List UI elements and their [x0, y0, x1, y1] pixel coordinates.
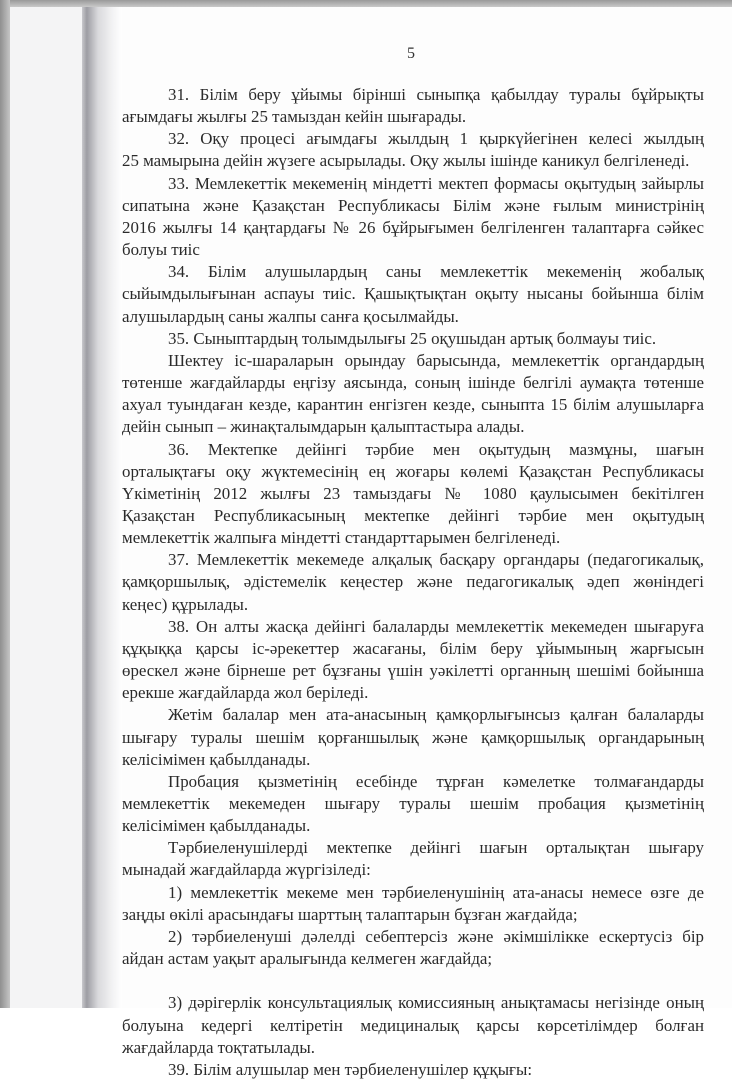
- text-line: дейін сынып – жинақталымдарын қалыптастыра алады.: [122, 417, 525, 437]
- text-line: 33. Мемлекеттік мекеменің міндетті мектеп формасы оқытудың зайырлы: [168, 173, 704, 193]
- text-line: мемлекеттік жалпыға міндетті стандарттарымен белгіленеді.: [122, 528, 561, 548]
- text-line: Пробация қызметінің есебінде тұрған кәмелетке толмағандарды: [168, 771, 704, 791]
- text-line: құқыққа қарсы іс-әрекеттер жасағаны, білім беру ұйымының жарғысын: [122, 638, 704, 658]
- page-number: 5: [407, 45, 415, 62]
- paragraph: [122, 261, 704, 327]
- text-line: қамқоршылық, әдістемелік кеңестер және педагогикалық әдеп жөніндегі: [122, 572, 704, 592]
- document-body: [122, 84, 704, 1081]
- text-line: сипатына және Қазақстан Республикасы Білім және ғылым министрінің: [122, 195, 704, 215]
- text-line: кеңес) құрылады.: [122, 594, 249, 614]
- text-line: 39. Білім алушылар мен тәрбиеленушілер құқығы:: [168, 1059, 533, 1079]
- blank-line: [122, 970, 704, 992]
- text-line: Тәрбиеленушілерді мектепке дейінгі шағын орталықтан шығару: [168, 838, 704, 858]
- text-line: ерекше жағдайларда жол беріледі.: [122, 683, 369, 703]
- text-line: 35. Сыныптардың толымдылығы 25 оқушыдан артық болмауы тиіс.: [168, 328, 657, 348]
- text-line: мынадай жағдайларда жүргізіледі:: [122, 860, 371, 880]
- paragraph: [122, 439, 704, 550]
- paragraph: [122, 616, 704, 705]
- paragraph: [122, 128, 704, 172]
- text-line: 25 мамырына дейін жүзеге асырылады. Оқу жылы ішінде каникул белгіленеді.: [122, 151, 690, 171]
- text-line: 37. Мемлекеттік мекемеде алқалық басқару органдары (педагогикалық,: [168, 550, 704, 570]
- paragraph: [122, 1059, 704, 1081]
- scan-frame-top: [0, 0, 732, 7]
- text-line: төтенше жағдайларды еңгізу аясында, соның ішінде белгілі аумақта төтенше: [122, 373, 704, 393]
- text-line: Шектеу іс-шараларын орындау барысында, мемлекеттік органдардың: [168, 350, 704, 370]
- text-line: Үкіметінің 2012 жылғы 23 тамыздағы № 1080 қаулысымен бекітілген: [122, 483, 704, 503]
- text-line: заңды өкілі арасындағы шарттың талаптарын бұзған жағдайда;: [122, 904, 578, 924]
- text-line: Жетім балалар мен ата-анасының қамқорлығынсыз қалған балаларды: [168, 705, 704, 725]
- binding-shadow: [82, 7, 122, 1008]
- paragraph: [122, 173, 704, 262]
- text-line: ағымдағы жылғы 25 тамыздан кейін шығарады.: [122, 107, 467, 127]
- text-line: 3) дәрігерлік консультациялық комиссияның анықтамасы негізінде оның: [168, 993, 704, 1013]
- paragraph: [122, 84, 704, 128]
- text-line: 2016 жылғы 14 қаңтардағы № 26 бұйрығымен белгіленген талаптарға сәйкес: [122, 217, 704, 237]
- paragraph: [122, 926, 704, 970]
- text-line: Қазақстан Республикасының мектепке дейінгі тәрбие мен оқытудың: [122, 505, 704, 525]
- text-line: жағдайларда тоқтатылады.: [122, 1037, 315, 1057]
- text-line: 31. Білім беру ұйымы бірінші сыныпқа қабылдау туралы бұйрықты: [168, 85, 704, 104]
- text-line: 34. Білім алушылардың саны мемлекеттік мекеменің жобалық: [168, 262, 704, 282]
- paragraph: [122, 837, 704, 881]
- text-line: келісімімен қабылданады.: [122, 816, 311, 836]
- text-line: өрескел және бірнеше рет бұзғаны үшін уәкілетті органның шешімі бойынша: [122, 661, 704, 681]
- text-line: болуына кедергі келтіретін медициналық қарсы көрсетілімдер болған: [122, 1015, 704, 1035]
- paragraph: [122, 992, 704, 1058]
- scan-frame-left: [0, 0, 10, 1008]
- text-line: айдан астам уақыт аралығында келмеген жағдайда;: [122, 949, 493, 969]
- text-line: 36. Мектепке дейінгі тәрбие мен оқытудың мазмұны, шағын: [168, 439, 704, 459]
- paragraph: [122, 328, 704, 350]
- facing-page-edge: [10, 7, 85, 1008]
- text-line: мемлекеттік мекемеден шығару туралы шешім пробация қызметінің: [122, 794, 704, 813]
- paragraph: [122, 771, 704, 837]
- paragraph: [122, 882, 704, 926]
- text-line: келісімімен қабылданады.: [122, 749, 311, 769]
- text-line: сыйымдылығынан аспауы тиіс. Қашықтықтан оқыту нысаны бойынша білім: [122, 284, 704, 304]
- paragraph: [122, 350, 704, 439]
- text-line: 2) тәрбиеленуші дәлелді себептерсіз және әкімшілікке ескертусіз бір: [168, 926, 704, 946]
- text-line: 38. Он алты жасқа дейінгі балаларды мемлекеттік мекемеден шығаруға: [168, 616, 704, 636]
- text-line: орталықтағы оқу жүктемесінің ең жоғары көлемі Қазақстан Республикасы: [122, 461, 704, 481]
- text-line: шығару туралы шешім қорғаншылық және қамқоршылық органдарының: [122, 727, 704, 747]
- text-line: 1) мемлекеттік мекеме мен тәрбиеленушінің ата-анасы немесе өзге де: [168, 882, 704, 902]
- text-line: алушылардың саны жалпы санға қосылмайды.: [122, 306, 459, 326]
- text-line: ахуал туындаған кезде, карантин енгізген кезде, сыныпта 15 білім алушыларға: [122, 395, 704, 415]
- paragraph: [122, 704, 704, 770]
- text-line: 32. Оқу процесі ағымдағы жылдың 1 қыркүйегінен келесі жылдың: [168, 129, 704, 149]
- paragraph: [122, 549, 704, 615]
- text-line: болуы тиіс: [122, 240, 200, 260]
